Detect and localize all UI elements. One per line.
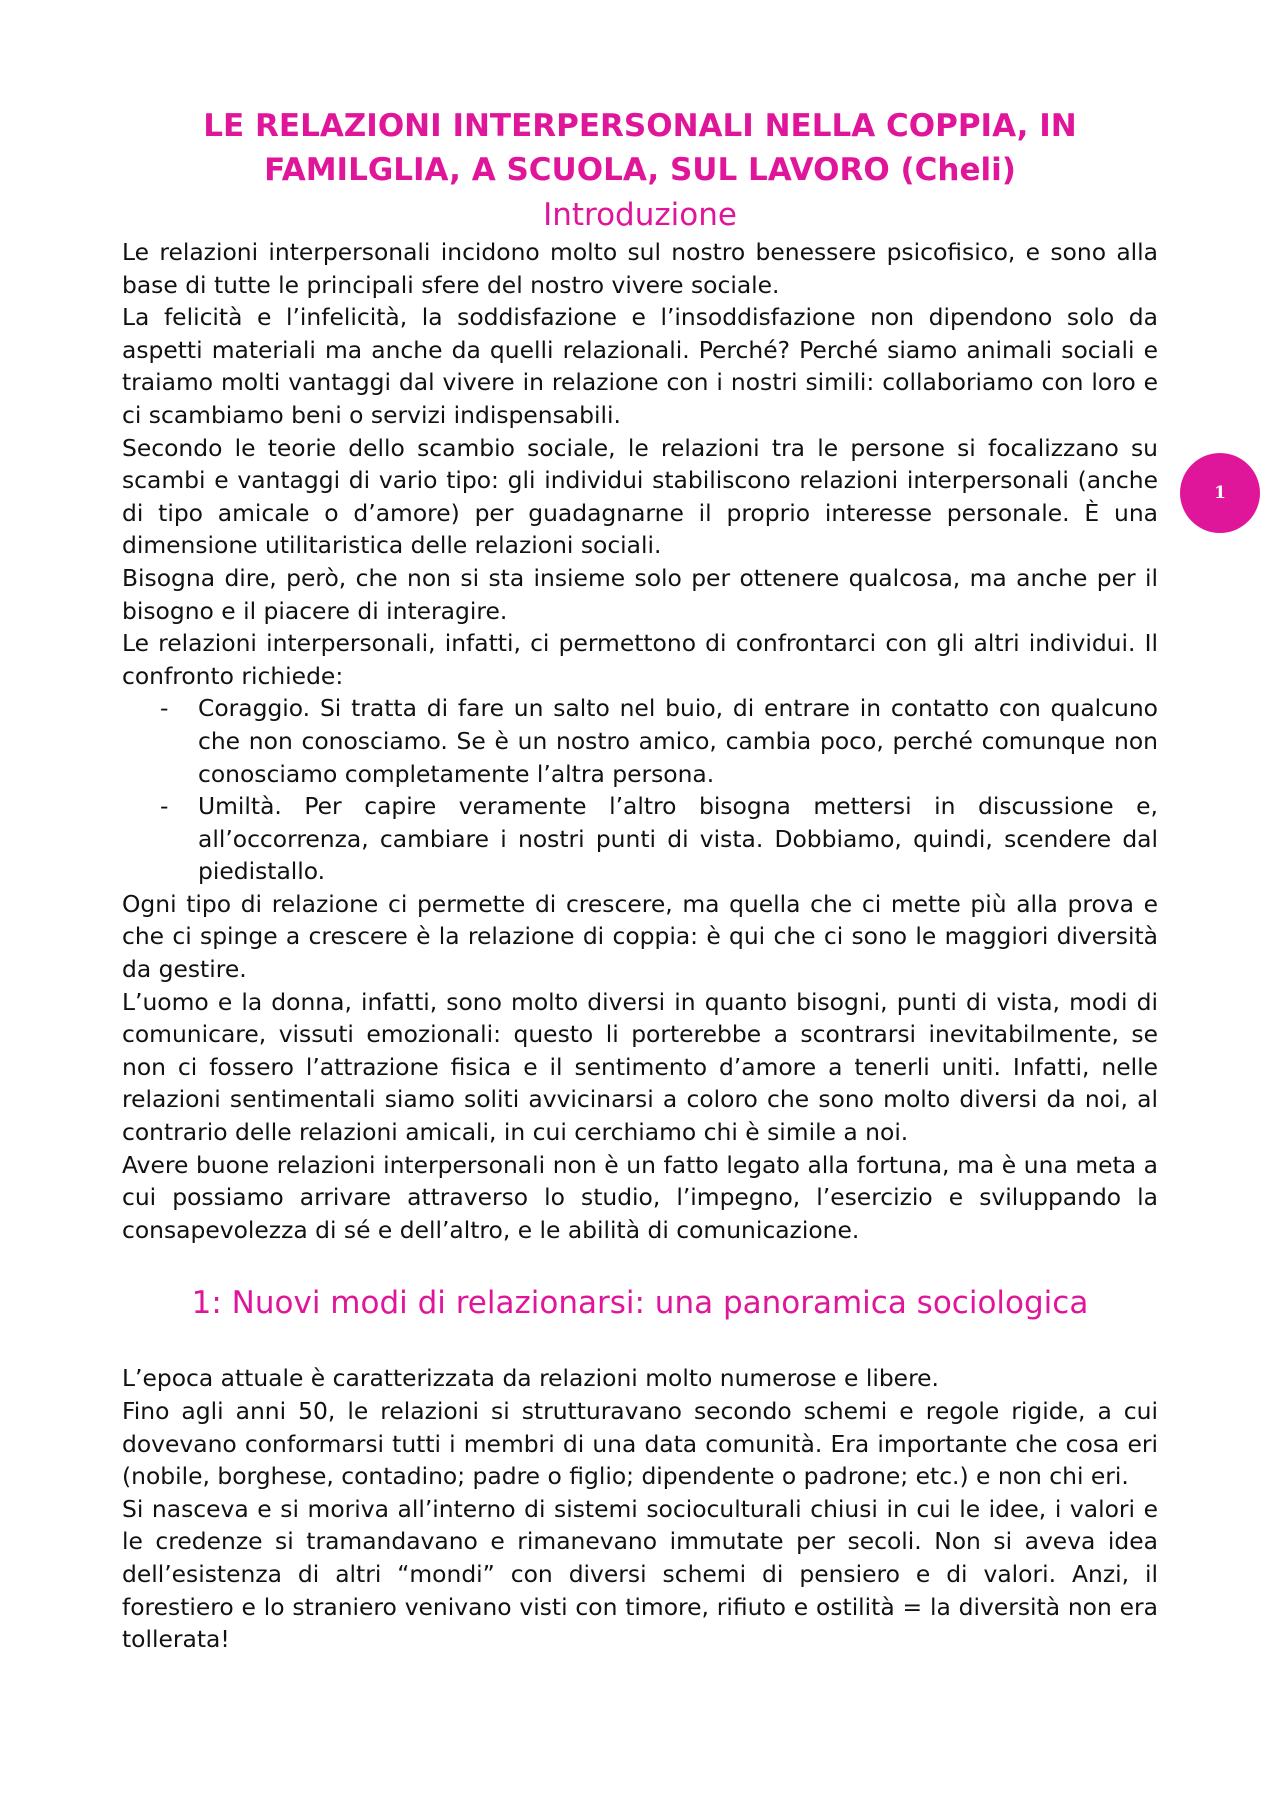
- paragraph: Secondo le teorie dello scambio sociale, le relazioni tra le persone si focalizzano su scambi e vantaggi di vario tipo: gli individui stabiliscono relazioni interpersonali (anche di tipo amicale o d’amore) per guadagnarne il proprio interesse personale. È una dimensione utilitaristica delle relazioni sociali.: [122, 433, 1158, 560]
- document-title: [122, 104, 1158, 192]
- paragraph: Bisogna dire, però, che non si sta insieme solo per ottenere qualcosa, ma anche per il bisogno e il piacere di interagire.: [122, 563, 1158, 625]
- list-item: [122, 790, 1158, 888]
- intro-heading: Introduzione: [543, 197, 737, 233]
- title-line-1: LE RELAZIONI INTERPERSONALI NELLA COPPIA, IN: [203, 108, 1077, 144]
- section-heading: 1: Nuovi modi di relazionarsi: una panoramica sociologica: [191, 1285, 1089, 1322]
- paragraph: Ogni tipo di relazione ci permette di crescere, ma quella che ci mette più alla prova e che ci spinge a crescere è la relazione di coppia: è qui che ci sono le maggiori diversità da gestire.: [122, 889, 1158, 984]
- list-item-text: Coraggio. Si tratta di fare un salto nel buio, di entrare in contatto con qualcuno che non conosciamo. Se è un nostro amico, cambia poco, perché comunque non conosciamo completamente l’altra persona.: [198, 694, 1158, 788]
- list-item: [122, 692, 1158, 790]
- paragraph: Le relazioni interpersonali, infatti, ci permettono di confrontarci con gli altri individui. Il confronto richiede:: [122, 629, 1158, 690]
- list-item-text: Umiltà. Per capire veramente l’altro bisogna mettersi in discussione e, all’occorrenza, cambiare i nostri punti di vista. Dobbiamo, quindi, scendere dal piedistallo.: [198, 792, 1158, 886]
- list-dash: -: [160, 792, 169, 821]
- paragraph: Avere buone relazioni interpersonali non è un fatto legato alla fortuna, ma è una meta a cui possiamo arrivare attraverso lo studio, l’impegno, l’esercizio e sviluppando la consapevolezza di sé e dell’altro, e le abilità di comunicazione.: [122, 1150, 1158, 1244]
- paragraph: Si nasceva e si moriva all’interno di sistemi socioculturali chiusi in cui le idee, i valori e le credenze si tramandavano e rimanevano immutate per secoli. Non si aveva idea dell’esistenza di altri “mondi” con diversi schemi di pensiero e di valori. Anzi, il forestiero e lo straniero venivano visti con timore, rifiuto e ostilità = la diversità non era tollerata!: [122, 1494, 1158, 1654]
- document-page: [122, 104, 1158, 1656]
- page-number-badge: 1: [1180, 453, 1260, 533]
- paragraph: La felicità e l’infelicità, la soddisfazione e l’insoddisfazione non dipendono solo da aspetti materiali ma anche da quelli relazionali. Perché? Perché siamo animali sociali e traiamo molti vantaggi dal vivere in relazione con i nostri simili: collaboriamo con loro e ci scambiamo beni o servizi indispensabili.: [122, 303, 1158, 429]
- paragraph: Fino agli anni 50, le relazioni si strutturavano secondo schemi e regole rigide, a cui dovevano conformarsi tutti i membri di una data comunità. Era importante che cosa eri (nobile, borghese, contadino; padre o figlio; dipendente o padrone; etc.) e non chi eri.: [122, 1397, 1158, 1491]
- list-dash: -: [160, 694, 169, 723]
- paragraph: L’epoca attuale è caratterizzata da relazioni molto numerose e libere.: [122, 1364, 939, 1393]
- paragraph: L’uomo e la donna, infatti, sono molto diversi in quanto bisogni, punti di vista, modi di comunicare, vissuti emozionali: questo li porterebbe a scontrarsi inevitabilmente, se non ci fossero l’attrazione fisica e il sentimento d’amore a tenerli uniti. Infatti, nelle relazioni sentimentali siamo soliti avvicinarsi a coloro che sono molto diversi da noi, al contrario delle relazioni amicali, in cui cerchiamo chi è simile a noi.: [122, 987, 1158, 1147]
- requirements-list: [122, 692, 1158, 888]
- paragraph: Le relazioni interpersonali incidono molto sul nostro benessere psicofisico, e sono alla base di tutte le principali sfere del nostro vivere sociale.: [122, 238, 1158, 299]
- title-line-2: FAMILGLIA, A SCUOLA, SUL LAVORO (Cheli): [264, 152, 1016, 188]
